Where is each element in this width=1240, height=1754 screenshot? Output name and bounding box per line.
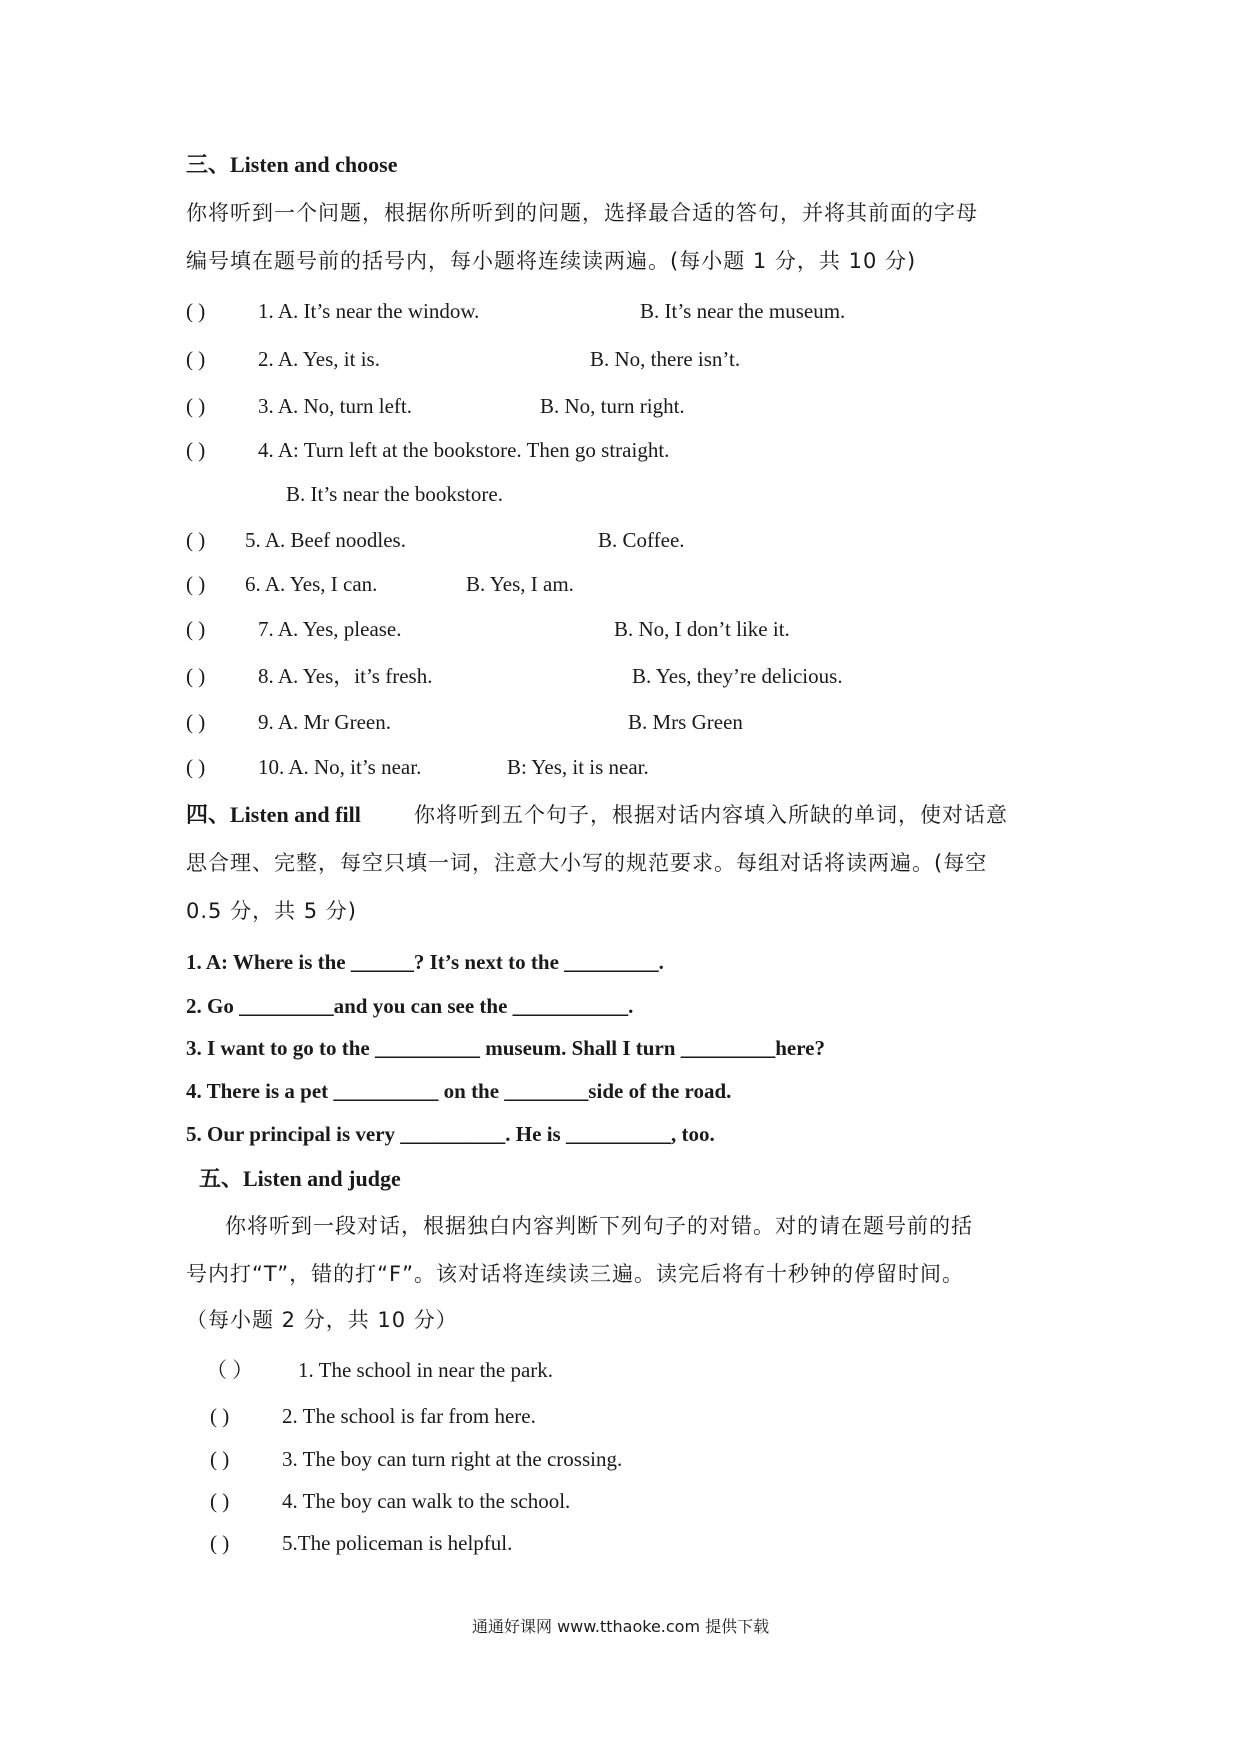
option-a: 8. A. Yes，it’s fresh. <box>258 664 433 688</box>
option-a: 2. A. Yes, it is. <box>258 347 380 371</box>
statement: 3. The boy can turn right at the crossing. <box>282 1447 623 1471</box>
option-a: 7. A. Yes, please. <box>258 617 402 641</box>
section-4-heading: 四、Listen and fill <box>186 802 361 827</box>
answer-bracket: ( ) <box>186 299 206 323</box>
option-a: 1. A. It’s near the window. <box>258 299 480 323</box>
fill-sentence-2: 2. Go _________and you can see the ___________. <box>186 994 634 1018</box>
option-a: 6. A. Yes, I can. <box>245 572 378 596</box>
section-4-instruction-line-3: 0.5 分，共 5 分) <box>186 899 357 923</box>
statement: 4. The boy can walk to the school. <box>282 1489 571 1513</box>
answer-bracket: ( ) <box>210 1531 230 1555</box>
answer-bracket: ( ) <box>210 1447 230 1471</box>
footer-credit: 通通好课网 www.tthaoke.com 提供下载 <box>472 1617 770 1636</box>
statement: 5.The policeman is helpful. <box>282 1531 513 1555</box>
section-5-instruction-line-3: （每小题 2 分，共 10 分） <box>186 1308 458 1332</box>
answer-bracket: ( ) <box>186 347 206 371</box>
section-3-instruction-line-2: 编号填在题号前的括号内，每小题将连续读两遍。(每小题 1 分，共 10 分) <box>186 249 917 273</box>
option-b: B. Yes, I am. <box>466 572 574 596</box>
option-a: 9. A. Mr Green. <box>258 710 391 734</box>
section-3-heading: 三、Listen and choose <box>186 152 398 177</box>
statement: 1. The school in near the park. <box>298 1358 554 1382</box>
option-b: B: Yes, it is near. <box>507 755 649 779</box>
section-4-heading-line <box>186 802 361 828</box>
answer-bracket: ( ) <box>186 394 206 418</box>
answer-bracket: ( ) <box>186 664 206 688</box>
option-a: 3. A. No, turn left. <box>258 394 412 418</box>
option-b: B. Mrs Green <box>628 710 743 734</box>
option-a: 5. A. Beef noodles. <box>245 528 406 552</box>
answer-bracket: ( ) <box>210 1489 230 1513</box>
section-3-instruction-line-1: 你将听到一个问题，根据你所听到的问题，选择最合适的答句，并将其前面的字母 <box>186 201 978 225</box>
option-b: B. No, I don’t like it. <box>614 617 790 641</box>
answer-bracket: ( ) <box>186 438 206 462</box>
option-b: B. It’s near the bookstore. <box>286 482 503 506</box>
fill-sentence-5: 5. Our principal is very __________. He is __________, too. <box>186 1122 715 1146</box>
option-b: B. Coffee. <box>598 528 685 552</box>
option-b: B. No, there isn’t. <box>590 347 741 371</box>
section-4-instruction-line-2: 思合理、完整，每空只填一词，注意大小写的规范要求。每组对话将读两遍。(每空 <box>186 851 988 875</box>
option-b: B. It’s near the museum. <box>640 299 846 323</box>
option-b: B. Yes, they’re delicious. <box>632 664 843 688</box>
fill-sentence-1: 1. A: Where is the ______? It’s next to the _________. <box>186 950 664 974</box>
section-4-instruction-line-1: 你将听到五个句子，根据对话内容填入所缺的单词，使对话意 <box>414 803 1008 827</box>
option-b: B. No, turn right. <box>540 394 685 418</box>
section-5-instruction-line-1: 你将听到一段对话，根据独白内容判断下列句子的对错。对的请在题号前的括 <box>225 1214 973 1238</box>
section-5-instruction-line-2: 号内打“T”，错的打“F”。该对话将连续读三遍。读完后将有十秒钟的停留时间。 <box>186 1262 964 1286</box>
answer-bracket: ( ) <box>186 617 206 641</box>
section-5-heading: 五、Listen and judge <box>199 1166 401 1191</box>
answer-bracket: ( ) <box>210 1404 230 1428</box>
answer-bracket: ( ) <box>186 572 206 596</box>
answer-bracket: ( ) <box>186 755 206 779</box>
fill-sentence-3: 3. I want to go to the __________ museum. Shall I turn _________here? <box>186 1036 825 1060</box>
answer-bracket: （ ） <box>206 1358 254 1382</box>
option-a: 4. A: Turn left at the bookstore. Then go straight. <box>258 438 670 462</box>
statement: 2. The school is far from here. <box>282 1404 536 1428</box>
fill-sentence-4: 4. There is a pet __________ on the ________side of the road. <box>186 1079 732 1103</box>
answer-bracket: ( ) <box>186 528 206 552</box>
option-a: 10. A. No, it’s near. <box>258 755 422 779</box>
answer-bracket: ( ) <box>186 710 206 734</box>
